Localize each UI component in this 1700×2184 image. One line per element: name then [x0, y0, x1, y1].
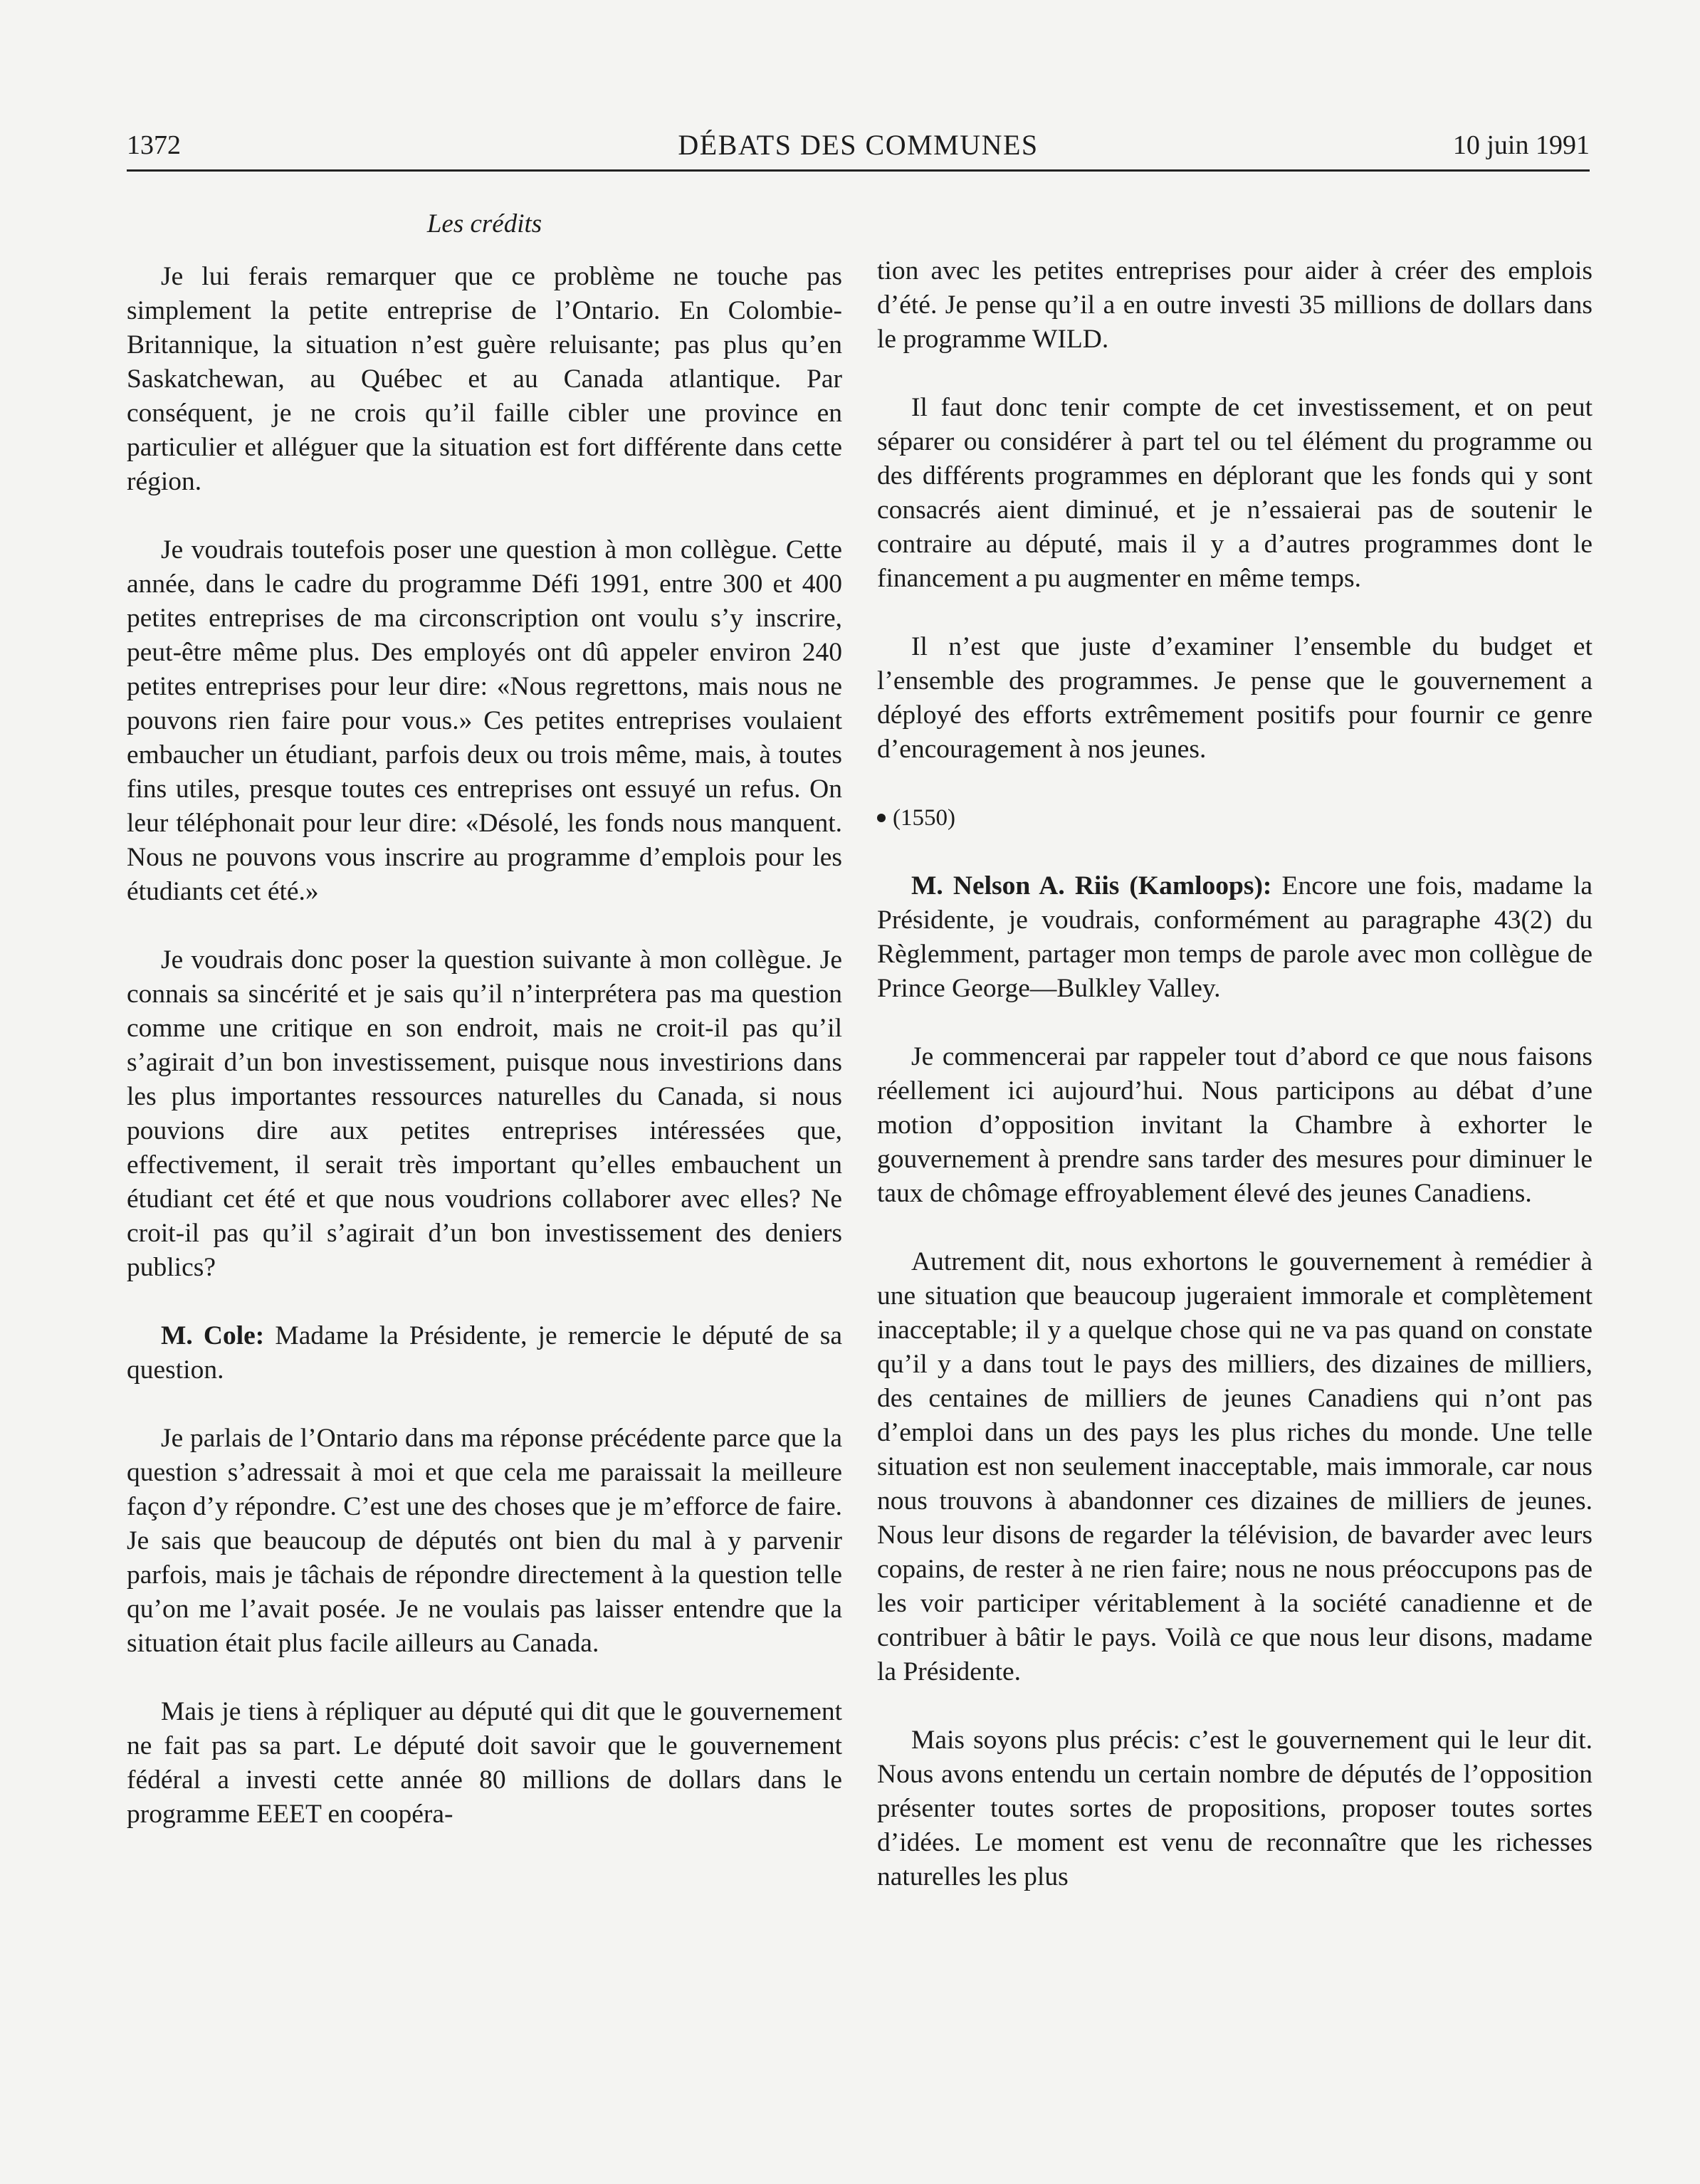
paragraph: Je lui ferais remarquer que ce problème ne touche pas simplement la petite entreprise de l’Ontario. En Colombie-Britannique, la situation n’est guère reluisante; pas plus qu’en Saskatchewan, au Québec et au Canada atlantique. Par conséquent, je ne crois qu’il faille cibler une province en particulier et alléguer que la situation est fort différente dans cette région.	[127, 262, 842, 496]
time-marker	[877, 801, 1593, 835]
paragraph: Je voudrais donc poser la question suivante à mon collègue. Je connais sa sincérité et je sais qu’il n’interprétera pas ma question comme une critique en son endroit, mais ne croit-il pas qu’il s’agirait d’un bon investissement, puisque nous investirions dans les plus importantes ressources naturelles du Canada, si nous pouvions dire aux petites entreprises intéressées que, effectivement, il serait très important qu’elles embauchent un étudiant cet été et que nous voudrions collaborer avec elles? Ne croit-il pas qu’il s’agirait d’un bon investissement des deniers publics?	[127, 945, 842, 1282]
speech-text: Encore une fois, madame la Présidente, je voudrais, conformément au paragraphe 43(2) du Règlemment, partager mon temps de parole avec mon collègue de Prince George—Bulkley Valley.	[877, 871, 1593, 1003]
paragraph: Il n’est que juste d’examiner l’ensemble du budget et l’ensemble des programmes. Je pense que le gouvernement a déployé des efforts extrêmement positifs pour fournir ce genre d’encouragement à nos jeunes.	[877, 632, 1593, 764]
speaker-name: M. Nelson A. Riis (Kamloops):	[911, 871, 1272, 901]
speaker-paragraph	[877, 869, 1593, 1006]
bullet-icon	[877, 814, 886, 822]
left-column	[127, 260, 842, 1866]
paragraph: Je voudrais toutefois poser une question à mon collègue. Cette année, dans le cadre du programme Défi 1991, entre 300 et 400 petites entreprises de ma circonscription ont voulu s’y inscrire, peut-être même plus. Des employés ont dû appeler environ 240 petites entreprises pour leur dire: «Nous regrettons, mais nous ne pouvons rien faire pour vous.» Ces petites entreprises voulaient embaucher un étudiant, parfois deux ou trois même, mais, à toutes fins utiles, presque toutes ces entreprises ont essuyé un refus. On leur téléphonait pour leur dire: «Désolé, les fonds nous manquent. Nous ne pouvons vous inscrire au programme d’emplois pour les étudiants cet été.»	[127, 535, 842, 906]
paragraph: Je parlais de l’Ontario dans ma réponse précédente parce que la question s’adressait à moi et que cela me paraissait la meilleure façon d’y répondre. C’est une des choses que je m’efforce de faire. Je sais que beaucoup de députés ont bien du mal à y parvenir parfois, mais je tâchais de répondre directement à la question telle qu’on me l’avait posée. Je ne voulais pas laisser entendre que la situation était plus facile ailleurs au Canada.	[127, 1424, 842, 1658]
paragraph: Mais je tiens à répliquer au député qui dit que le gouvernement ne fait pas sa part. Le député doit savoir que le gouvernement fédéral a investi cette année 80 millions de dollars dans le programme EEET en coopéra-	[127, 1697, 842, 1829]
page-header	[127, 127, 1590, 172]
section-subhead: Les crédits	[426, 209, 542, 238]
header-date: 10 juin 1991	[1452, 130, 1590, 160]
paragraph: Je commencerai par rappeler tout d’abord ce que nous faisons réellement ici aujourd’hui. Nous participons au débat d’une motion d’opposition invitant la Chambre à exhorter le gouvernement à prendre sans tarder des mesures pour diminuer le taux de chômage effroyablement élevé des jeunes Canadiens.	[877, 1042, 1593, 1208]
speaker-paragraph	[127, 1319, 842, 1387]
speech-text: Madame la Présidente, je remercie le député de sa question.	[127, 1321, 842, 1385]
publication-title: DÉBATS DES COMMUNES	[678, 129, 1039, 161]
speaker-name: M. Cole:	[161, 1321, 265, 1350]
time-marker-text: (1550)	[893, 805, 955, 831]
page-number: 1372	[127, 130, 181, 160]
right-column	[877, 254, 1593, 1928]
paragraph-continued: tion avec les petites entreprises pour aider à créer des emplois d’été. Je pense qu’il a en outre investi 35 millions de dollars dans le programme WILD.	[877, 256, 1593, 354]
paragraph: Autrement dit, nous exhortons le gouvernement à remédier à une situation que beaucoup jugeraient immorale et complètement inacceptable; il y a quelque chose qui ne va pas quand on constate qu’il y a dans tout le pays des milliers, des dizaines de milliers, des centaines de milliers de jeunes Canadiens qui n’ont pas d’emploi dans un des pays les plus riches du monde. Une telle situation est non seulement inacceptable, mais immorale, car nous nous trouvons à abandonner ces dizaines de milliers de jeunes. Nous leur disons de regarder la télévision, de bavarder avec leurs copains, de rester à ne rien faire; nous ne nous préoccupons pas de les voir participer véritablement à la société canadienne et de contribuer à bâtir le pays. Voilà ce que nous leur disons, madame la Présidente.	[877, 1247, 1593, 1686]
paragraph: Il faut donc tenir compte de cet investissement, et on peut séparer ou considérer à part tel ou tel élément du programme ou des différents programmes en déplorant que les fonds qui y sont consacrés aient diminué, et je n’essaierai pas de soutenir le contraire au député, mais il y a d’autres programmes dont le financement a pu augmenter en même temps.	[877, 393, 1593, 593]
paragraph: Mais soyons plus précis: c’est le gouvernement qui le leur dit. Nous avons entendu un certain nombre de députés de l’opposition présenter toutes sortes de propositions, proposer toutes sortes d’idées. Le moment est venu de reconnaître que les richesses naturelles les plus	[877, 1726, 1593, 1891]
